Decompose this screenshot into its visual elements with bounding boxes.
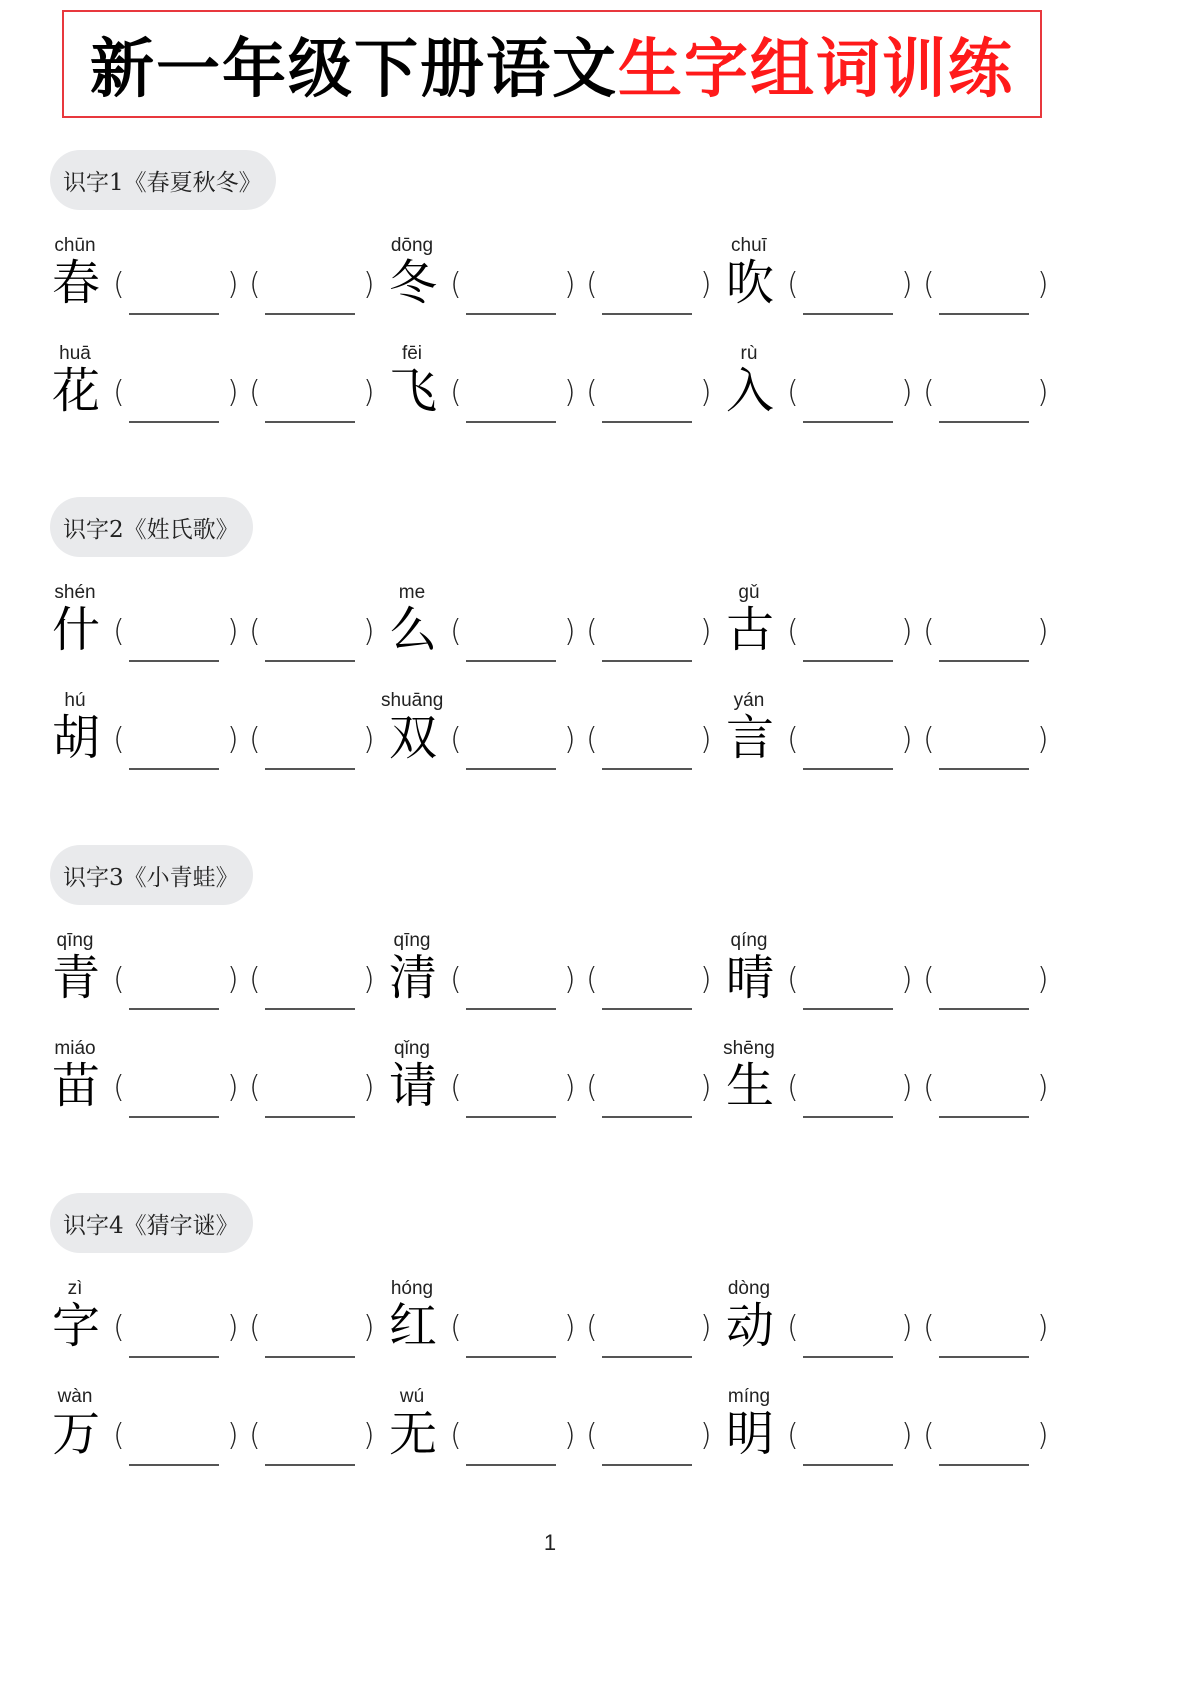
close-paren: ) <box>564 375 576 410</box>
title-grade-text: 新一年级下册语文 <box>90 32 618 107</box>
close-paren: ) <box>700 267 712 302</box>
word-input[interactable] <box>265 421 355 423</box>
word-blank-1 <box>787 1308 921 1358</box>
close-paren: ) <box>1037 962 1049 997</box>
hanzi-character: 言 <box>725 710 774 766</box>
character-row <box>0 1278 1191 1378</box>
pinyin-label: chuī <box>731 235 767 256</box>
hanzi-character: 万 <box>51 1406 100 1462</box>
lesson-section <box>0 1193 1191 1541</box>
open-paren: ( <box>787 614 799 649</box>
open-paren: ( <box>249 1418 261 1453</box>
hanzi-character: 苗 <box>51 1058 100 1114</box>
close-paren: ) <box>227 614 239 649</box>
hanzi-character: 冬 <box>388 255 437 311</box>
character-entry <box>50 582 380 682</box>
close-paren: ) <box>564 722 576 757</box>
word-blank-2 <box>586 1068 720 1118</box>
pinyin-label: wàn <box>57 1386 93 1407</box>
word-blank-2 <box>923 1068 1057 1118</box>
hanzi-character: 飞 <box>388 363 437 419</box>
word-input[interactable] <box>803 313 893 315</box>
hanzi-character: 青 <box>51 950 100 1006</box>
character-entry <box>724 1278 1054 1378</box>
word-blank-2 <box>586 720 720 770</box>
close-paren: ) <box>1037 722 1049 757</box>
word-input[interactable] <box>466 1116 556 1118</box>
open-paren: ( <box>787 962 799 997</box>
lesson-heading: 识字4《猜字谜》 <box>50 1193 253 1253</box>
close-paren: ) <box>227 1070 239 1105</box>
close-paren: ) <box>227 962 239 997</box>
character-entry <box>724 582 1054 682</box>
open-paren: ( <box>923 1310 935 1345</box>
character-entry <box>50 690 380 790</box>
pinyin-label: hú <box>64 690 86 711</box>
word-input[interactable] <box>129 1356 219 1358</box>
open-paren: ( <box>113 722 125 757</box>
close-paren: ) <box>227 375 239 410</box>
pinyin-label: zì <box>67 1278 83 1299</box>
word-blank-1 <box>787 1068 921 1118</box>
word-blank-1 <box>113 1308 247 1358</box>
word-input[interactable] <box>803 1356 893 1358</box>
word-blank-2 <box>586 960 720 1010</box>
hanzi-character: 入 <box>725 363 774 419</box>
word-blank-2 <box>249 1308 383 1358</box>
close-paren: ) <box>1037 1070 1049 1105</box>
character-entry <box>724 235 1054 335</box>
word-blank-2 <box>586 1308 720 1358</box>
close-paren: ) <box>363 614 375 649</box>
open-paren: ( <box>113 375 125 410</box>
word-blank-2 <box>249 1416 383 1466</box>
pinyin-label: huā <box>59 343 91 364</box>
character-entry <box>387 1386 717 1486</box>
close-paren: ) <box>901 1418 913 1453</box>
word-input[interactable] <box>129 1464 219 1466</box>
hanzi-character: 双 <box>388 710 437 766</box>
word-input[interactable] <box>803 421 893 423</box>
word-blank-1 <box>787 720 921 770</box>
word-input[interactable] <box>939 1464 1029 1466</box>
word-input[interactable] <box>129 313 219 315</box>
open-paren: ( <box>450 614 462 649</box>
character-entry <box>724 930 1054 1030</box>
close-paren: ) <box>564 1310 576 1345</box>
pinyin-label: gǔ <box>738 582 760 603</box>
hanzi-character: 请 <box>388 1058 437 1114</box>
close-paren: ) <box>363 1310 375 1345</box>
lesson-heading: 识字2《姓氏歌》 <box>50 497 253 557</box>
hanzi-character: 清 <box>388 950 437 1006</box>
word-blank-2 <box>249 612 383 662</box>
word-input[interactable] <box>265 768 355 770</box>
open-paren: ( <box>450 1070 462 1105</box>
word-input[interactable] <box>803 1116 893 1118</box>
open-paren: ( <box>586 722 598 757</box>
character-row <box>0 930 1191 1030</box>
close-paren: ) <box>700 1070 712 1105</box>
word-input[interactable] <box>939 768 1029 770</box>
lesson-heading: 识字3《小青蛙》 <box>50 845 253 905</box>
word-blank-1 <box>450 720 584 770</box>
hanzi-character: 什 <box>51 602 100 658</box>
word-blank-1 <box>113 960 247 1010</box>
word-blank-1 <box>113 373 247 423</box>
word-input[interactable] <box>939 1008 1029 1010</box>
character-entry <box>381 690 717 790</box>
character-entry <box>724 1038 1054 1138</box>
hanzi-character: 动 <box>725 1298 774 1354</box>
open-paren: ( <box>923 614 935 649</box>
hanzi-character: 字 <box>51 1298 100 1354</box>
word-blank-2 <box>249 265 383 315</box>
open-paren: ( <box>249 722 261 757</box>
pinyin-label: qīng <box>56 930 94 951</box>
word-input[interactable] <box>466 1008 556 1010</box>
word-blank-2 <box>249 1068 383 1118</box>
word-blank-2 <box>249 960 383 1010</box>
close-paren: ) <box>564 962 576 997</box>
word-input[interactable] <box>129 1008 219 1010</box>
close-paren: ) <box>700 1418 712 1453</box>
hanzi-character: 吹 <box>725 255 774 311</box>
hanzi-character: 无 <box>388 1406 437 1462</box>
close-paren: ) <box>700 1310 712 1345</box>
word-blank-2 <box>586 1416 720 1466</box>
character-entry <box>50 930 380 1030</box>
word-blank-2 <box>249 373 383 423</box>
close-paren: ) <box>564 1418 576 1453</box>
open-paren: ( <box>787 722 799 757</box>
open-paren: ( <box>450 1310 462 1345</box>
character-entry <box>50 343 380 443</box>
pinyin-label: shén <box>54 582 96 603</box>
open-paren: ( <box>586 1418 598 1453</box>
pinyin-label: dòng <box>727 1278 771 1299</box>
character-entry <box>387 1038 717 1138</box>
pinyin-label: yán <box>733 690 765 711</box>
close-paren: ) <box>564 1070 576 1105</box>
open-paren: ( <box>586 1070 598 1105</box>
word-blank-1 <box>450 373 584 423</box>
word-blank-1 <box>113 1416 247 1466</box>
open-paren: ( <box>923 962 935 997</box>
close-paren: ) <box>901 722 913 757</box>
pinyin-label: qíng <box>730 930 768 951</box>
lesson-section <box>0 497 1191 845</box>
word-blank-2 <box>249 720 383 770</box>
close-paren: ) <box>700 962 712 997</box>
character-entry <box>50 1278 380 1378</box>
character-entry <box>724 343 1054 443</box>
pinyin-label: fēi <box>401 343 423 364</box>
character-row <box>0 235 1191 335</box>
word-blank-2 <box>923 265 1057 315</box>
close-paren: ) <box>901 267 913 302</box>
hanzi-character: 晴 <box>725 950 774 1006</box>
open-paren: ( <box>586 1310 598 1345</box>
word-blank-1 <box>450 265 584 315</box>
word-input[interactable] <box>466 1356 556 1358</box>
close-paren: ) <box>1037 1418 1049 1453</box>
character-entry <box>50 1386 380 1486</box>
pinyin-label: shēng <box>723 1038 775 1059</box>
close-paren: ) <box>700 722 712 757</box>
close-paren: ) <box>363 1418 375 1453</box>
open-paren: ( <box>586 267 598 302</box>
word-blank-1 <box>787 960 921 1010</box>
character-entry <box>387 343 717 443</box>
word-input[interactable] <box>602 660 692 662</box>
close-paren: ) <box>363 962 375 997</box>
open-paren: ( <box>249 962 261 997</box>
close-paren: ) <box>363 375 375 410</box>
word-input[interactable] <box>466 421 556 423</box>
open-paren: ( <box>787 375 799 410</box>
word-input[interactable] <box>466 660 556 662</box>
word-blank-1 <box>450 1416 584 1466</box>
character-entry <box>50 235 380 335</box>
word-blank-1 <box>450 960 584 1010</box>
word-blank-1 <box>450 612 584 662</box>
word-input[interactable] <box>803 1008 893 1010</box>
word-blank-1 <box>113 612 247 662</box>
word-input[interactable] <box>939 1356 1029 1358</box>
close-paren: ) <box>227 267 239 302</box>
word-input[interactable] <box>939 313 1029 315</box>
character-entry <box>387 582 717 682</box>
title-exercise-text: 生字组词训练 <box>618 32 1014 107</box>
open-paren: ( <box>249 1070 261 1105</box>
hanzi-character: 明 <box>725 1406 774 1462</box>
open-paren: ( <box>113 1418 125 1453</box>
open-paren: ( <box>113 962 125 997</box>
hanzi-character: 么 <box>388 602 437 658</box>
word-blank-1 <box>450 1068 584 1118</box>
close-paren: ) <box>363 722 375 757</box>
pinyin-label: dōng <box>390 235 434 256</box>
word-blank-1 <box>787 373 921 423</box>
close-paren: ) <box>901 1310 913 1345</box>
word-input[interactable] <box>939 660 1029 662</box>
open-paren: ( <box>249 267 261 302</box>
close-paren: ) <box>363 1070 375 1105</box>
open-paren: ( <box>586 614 598 649</box>
word-input[interactable] <box>803 660 893 662</box>
word-input[interactable] <box>466 313 556 315</box>
open-paren: ( <box>450 375 462 410</box>
pinyin-label: hóng <box>390 1278 434 1299</box>
word-input[interactable] <box>265 313 355 315</box>
word-input[interactable] <box>265 1464 355 1466</box>
close-paren: ) <box>1037 614 1049 649</box>
close-paren: ) <box>227 1418 239 1453</box>
word-blank-1 <box>113 1068 247 1118</box>
close-paren: ) <box>564 614 576 649</box>
open-paren: ( <box>450 722 462 757</box>
pinyin-label: qīng <box>393 930 431 951</box>
character-entry <box>724 1386 1054 1486</box>
pinyin-label: shuāng <box>381 690 444 711</box>
word-input[interactable] <box>466 1464 556 1466</box>
word-blank-1 <box>450 1308 584 1358</box>
character-entry <box>387 1278 717 1378</box>
open-paren: ( <box>450 267 462 302</box>
open-paren: ( <box>586 962 598 997</box>
word-input[interactable] <box>129 1116 219 1118</box>
character-row <box>0 343 1191 443</box>
close-paren: ) <box>901 1070 913 1105</box>
page-number: 1 <box>543 1530 557 1555</box>
word-input[interactable] <box>129 421 219 423</box>
pinyin-label: me <box>398 582 426 603</box>
close-paren: ) <box>363 267 375 302</box>
pinyin-label: míng <box>727 1386 771 1407</box>
word-input[interactable] <box>939 1116 1029 1118</box>
word-input[interactable] <box>265 1008 355 1010</box>
word-blank-1 <box>787 1416 921 1466</box>
open-paren: ( <box>923 1070 935 1105</box>
word-input[interactable] <box>466 768 556 770</box>
word-blank-2 <box>923 960 1057 1010</box>
open-paren: ( <box>787 1418 799 1453</box>
open-paren: ( <box>923 1418 935 1453</box>
close-paren: ) <box>227 1310 239 1345</box>
open-paren: ( <box>923 267 935 302</box>
word-blank-1 <box>787 265 921 315</box>
open-paren: ( <box>586 375 598 410</box>
open-paren: ( <box>113 267 125 302</box>
word-input[interactable] <box>265 1116 355 1118</box>
open-paren: ( <box>450 1418 462 1453</box>
close-paren: ) <box>901 614 913 649</box>
pinyin-label: chūn <box>54 235 96 256</box>
open-paren: ( <box>450 962 462 997</box>
word-blank-2 <box>586 612 720 662</box>
character-entry <box>387 235 717 335</box>
close-paren: ) <box>901 375 913 410</box>
hanzi-character: 红 <box>388 1298 437 1354</box>
word-blank-2 <box>923 373 1057 423</box>
close-paren: ) <box>901 962 913 997</box>
word-input[interactable] <box>602 1008 692 1010</box>
close-paren: ) <box>1037 267 1049 302</box>
open-paren: ( <box>787 267 799 302</box>
open-paren: ( <box>923 375 935 410</box>
word-blank-2 <box>586 265 720 315</box>
word-input[interactable] <box>129 660 219 662</box>
word-input[interactable] <box>602 1464 692 1466</box>
pinyin-label: miáo <box>54 1038 96 1059</box>
word-blank-1 <box>113 720 247 770</box>
pinyin-label: qǐng <box>394 1038 430 1059</box>
word-input[interactable] <box>602 768 692 770</box>
close-paren: ) <box>1037 375 1049 410</box>
open-paren: ( <box>113 1070 125 1105</box>
character-row <box>0 690 1191 790</box>
open-paren: ( <box>249 614 261 649</box>
open-paren: ( <box>113 1310 125 1345</box>
pinyin-label: wú <box>399 1386 425 1407</box>
word-input[interactable] <box>803 768 893 770</box>
hanzi-character: 胡 <box>51 710 100 766</box>
word-input[interactable] <box>129 768 219 770</box>
open-paren: ( <box>249 375 261 410</box>
word-blank-2 <box>923 720 1057 770</box>
lesson-section <box>0 150 1191 498</box>
word-input[interactable] <box>265 1356 355 1358</box>
open-paren: ( <box>249 1310 261 1345</box>
open-paren: ( <box>113 614 125 649</box>
open-paren: ( <box>787 1310 799 1345</box>
character-row <box>0 1038 1191 1138</box>
word-input[interactable] <box>803 1464 893 1466</box>
word-input[interactable] <box>602 1116 692 1118</box>
word-blank-2 <box>586 373 720 423</box>
lesson-heading: 识字1《春夏秋冬》 <box>50 150 276 210</box>
character-entry <box>387 930 717 1030</box>
close-paren: ) <box>564 267 576 302</box>
word-blank-1 <box>787 612 921 662</box>
open-paren: ( <box>787 1070 799 1105</box>
lesson-section <box>0 845 1191 1193</box>
character-row <box>0 582 1191 682</box>
character-entry <box>724 690 1054 790</box>
character-entry <box>50 1038 380 1138</box>
hanzi-character: 春 <box>51 255 100 311</box>
worksheet-title <box>62 10 1042 118</box>
word-input[interactable] <box>265 660 355 662</box>
word-input[interactable] <box>602 313 692 315</box>
character-row <box>0 1386 1191 1486</box>
word-blank-2 <box>923 1416 1057 1466</box>
hanzi-character: 古 <box>725 602 774 658</box>
word-input[interactable] <box>602 1356 692 1358</box>
close-paren: ) <box>700 375 712 410</box>
close-paren: ) <box>227 722 239 757</box>
hanzi-character: 生 <box>725 1058 774 1114</box>
word-input[interactable] <box>602 421 692 423</box>
open-paren: ( <box>923 722 935 757</box>
pinyin-label: rù <box>740 343 758 364</box>
hanzi-character: 花 <box>51 363 100 419</box>
close-paren: ) <box>700 614 712 649</box>
word-blank-2 <box>923 1308 1057 1358</box>
word-blank-1 <box>113 265 247 315</box>
word-blank-2 <box>923 612 1057 662</box>
word-input[interactable] <box>939 421 1029 423</box>
close-paren: ) <box>1037 1310 1049 1345</box>
